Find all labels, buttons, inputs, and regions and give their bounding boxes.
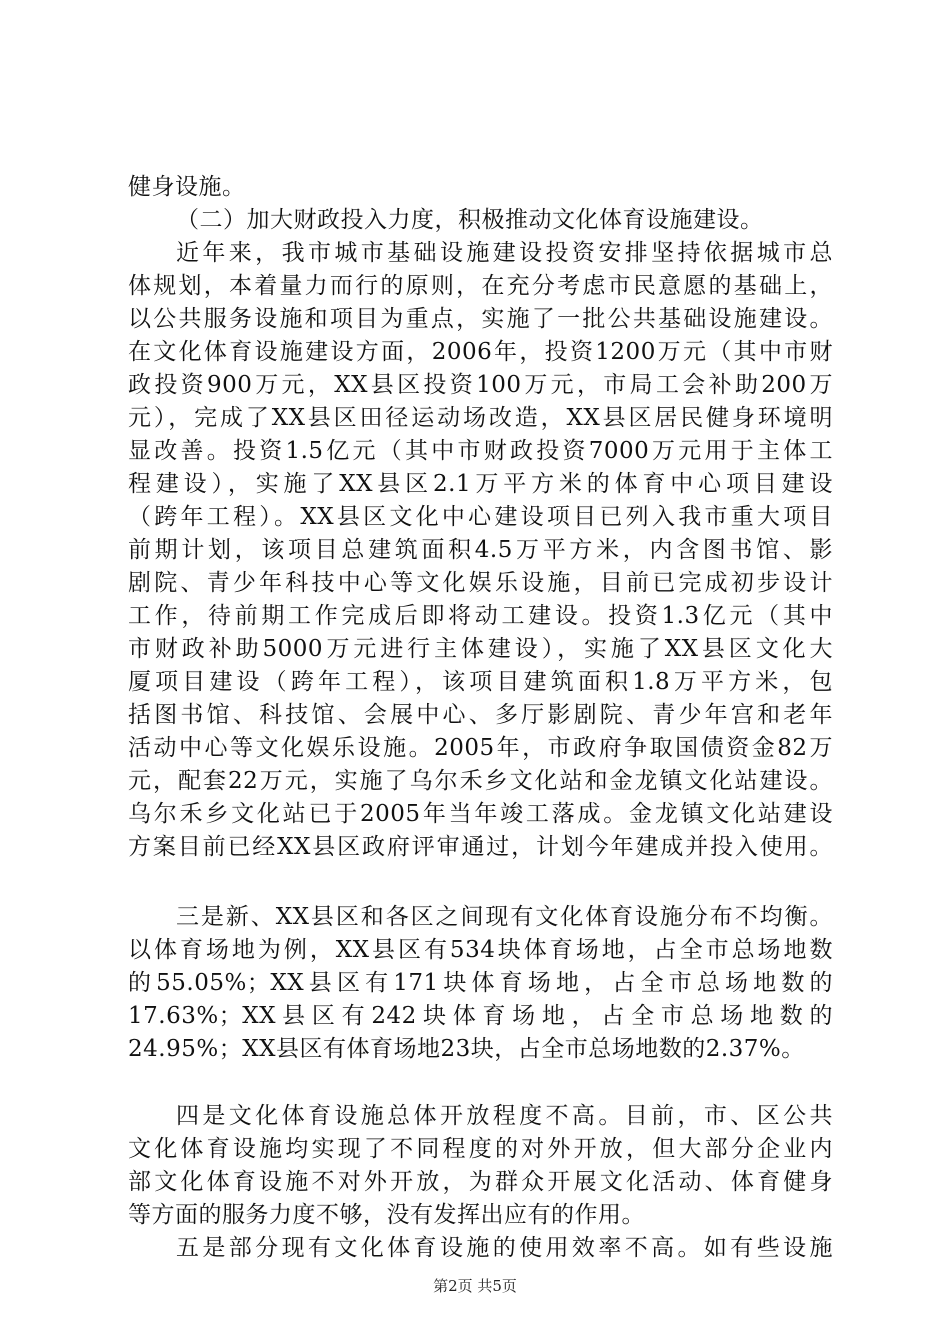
text-line: 四是文化体育设施总体开放程度不高。目前，市、区公共 [176, 1103, 833, 1129]
text-line: 厦项目建设（跨年工程），该项目建筑面积1.8万平方米，包 [128, 669, 833, 695]
text-line: 在文化体育设施建设方面，2006年，投资1200万元（其中市财 [128, 339, 833, 365]
text-line: 以公共服务设施和项目为重点，实施了一批公共基础设施建设。 [128, 306, 833, 332]
text-line: 元），完成了XX县区田径运动场改造，XX县区居民健身环境明 [128, 405, 833, 431]
text-line: 三是新、XX县区和各区之间现有文化体育设施分布不均衡。 [176, 904, 833, 930]
section-heading: （二）加大财政投入力度，积极推动文化体育设施建设。 [176, 207, 764, 233]
text-line: 工作，待前期工作完成后即将动工建设。投资1.3亿元（其中 [128, 603, 833, 629]
page-footer: 第2页 共5页 [433, 1277, 517, 1295]
text-line: 近年来，我市城市基础设施建设投资安排坚持依据城市总 [176, 240, 833, 266]
text-line: 五是部分现有文化体育设施的使用效率不高。如有些设施 [176, 1235, 833, 1261]
text-line: 等方面的服务力度不够，没有发挥出应有的作用。 [128, 1202, 645, 1228]
text-line: 显改善。投资1.5亿元（其中市财政投资7000万元用于主体工 [128, 438, 833, 464]
text-line: 剧院、青少年科技中心等文化娱乐设施，目前已完成初步设计 [128, 570, 833, 596]
text-line: 乌尔禾乡文化站已于2005年当年竣工落成。金龙镇文化站建设 [128, 801, 833, 827]
text-line: 24.95%；XX县区有体育场地23块，占全市总场地数的2.37%。 [128, 1036, 805, 1062]
text-line: 方案目前已经XX县区政府评审通过，计划今年建成并投入使用。 [128, 834, 833, 860]
text-line: 程建设），实施了XX县区2.1万平方米的体育中心项目建设 [128, 471, 833, 497]
text-line: 17.63%；XX县区有242块体育场地，占全市总场地数的 [128, 1003, 833, 1029]
text-line: （跨年工程）。XX县区文化中心建设项目已列入我市重大项目 [128, 504, 833, 530]
text-line: 部文化体育设施不对外开放，为群众开展文化活动、体育健身 [128, 1169, 833, 1195]
text-line: 的55.05%；XX县区有171块体育场地，占全市总场地数的 [128, 970, 833, 996]
text-line: 前期计划，该项目总建筑面积4.5万平方米，内含图书馆、影 [128, 537, 833, 563]
text-line: 活动中心等文化娱乐设施。2005年，市政府争取国债资金82万 [128, 735, 833, 761]
text-line: 文化体育设施均实现了不同程度的对外开放，但大部分企业内 [128, 1136, 833, 1162]
text-line: 体规划，本着量力而行的原则，在充分考虑市民意愿的基础上， [128, 273, 833, 299]
text-line: 元，配套22万元，实施了乌尔禾乡文化站和金龙镇文化站建设。 [128, 768, 833, 794]
text-line: 以体育场地为例，XX县区有534块体育场地，占全市总场地数 [128, 937, 833, 963]
text-line: 政投资900万元，XX县区投资100万元，市局工会补助200万 [128, 372, 833, 398]
text-line: 括图书馆、科技馆、会展中心、多厅影剧院、青少年宫和老年 [128, 702, 833, 728]
text-line: 市财政补助5000万元进行主体建设），实施了XX县区文化大 [128, 636, 833, 662]
text-line: 健身设施。 [128, 174, 246, 200]
